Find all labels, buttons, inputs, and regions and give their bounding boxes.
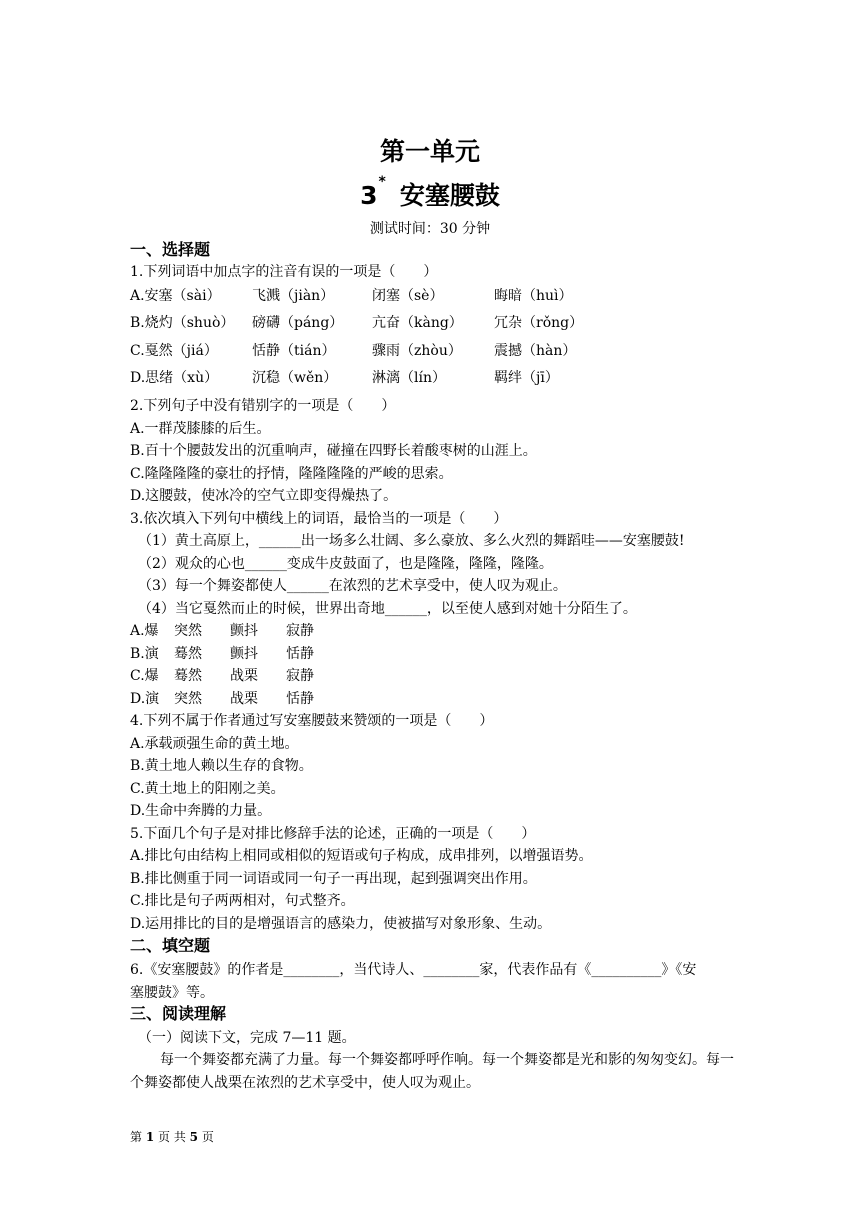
reading-paragraph: 每一个舞姿都充满了力量。每一个舞姿都呼呼作响。每一个舞姿都是光和影的匆匆变幻。每一个舞姿都使人战栗在浓烈的艺术享受中，使人叹为观止。 — [130, 1052, 734, 1091]
q1-b-3: 亢奋（kàng） — [372, 315, 463, 331]
q5-option-d: D.运用排比的目的是增强语言的感染力，使被描写对象形象、生动。 — [130, 916, 552, 932]
q4-option-c: C.黄土地上的阳刚之美。 — [130, 781, 285, 797]
q3-d-2: 突然 — [174, 691, 202, 707]
unit-title: 第一单元 — [379, 137, 480, 166]
q1-a-2: 飞溅（jiàn） — [252, 288, 335, 304]
q1-b-1: B.烧灼（shuò） — [130, 315, 235, 331]
footer-post: 页 — [198, 1130, 214, 1144]
q2-option-a: A.一群茂膝膝的后生。 — [130, 421, 271, 437]
q2-stem: 2.下列句子中没有错别字的一项是（ ） — [130, 398, 396, 414]
q3-b-1: B.演 — [130, 646, 159, 662]
section-reading: 三、阅读理解 — [130, 1004, 227, 1023]
lesson-number: 3 — [360, 181, 378, 210]
q3-stem: 3.依次填入下列句中横线上的词语，最恰当的一项是（ ） — [130, 511, 508, 527]
footer-page-number: 1 — [145, 1130, 155, 1144]
reading-intro: （一）阅读下文，完成 7—11 题。 — [138, 1030, 356, 1046]
q1-c-3: 骤雨（zhòu） — [372, 343, 462, 359]
q3-d-3: 战栗 — [230, 691, 258, 707]
footer-pre: 第 — [130, 1130, 146, 1144]
q3-a-4: 寂静 — [286, 623, 314, 639]
page-footer — [130, 1128, 214, 1145]
q5-stem: 5.下面几个句子是对排比修辞手法的论述，正确的一项是（ ） — [130, 826, 536, 842]
q3-a-3: 颤抖 — [230, 623, 258, 639]
test-time: 测试时间：30 分钟 — [369, 221, 491, 237]
q6-line-2: 塞腰鼓》等。 — [130, 985, 214, 1001]
q1-a-3: 闭塞（sè） — [372, 288, 444, 304]
q3-c-4: 寂静 — [286, 668, 314, 684]
q1-a-1: A.安塞（sài） — [130, 288, 221, 304]
lesson-title-line — [0, 176, 860, 212]
q3-sentence-2: （2）观众的心也______变成牛皮鼓面了，也是隆隆，隆隆，隆隆。 — [138, 556, 553, 572]
q1-stem: 1.下列词语中加点字的注音有误的一项是（ ） — [130, 264, 438, 280]
q1-d-1: D.思绪（xù） — [130, 370, 219, 386]
q4-option-b: B.黄土地人赖以生存的食物。 — [130, 758, 313, 774]
q1-b-4: 冗杂（rǒng） — [494, 315, 584, 331]
q6-line-1: 6.《安塞腰鼓》的作者是________，当代诗人、________家，代表作品有《__________》《安 — [130, 962, 697, 978]
q3-sentence-1: （1）黄土高原上，______出一场多么壮阔、多么豪放、多么火烈的舞蹈哇——安塞腰鼓! — [138, 533, 685, 549]
q3-b-4: 恬静 — [286, 646, 314, 662]
lesson-title: 安塞腰鼓 — [399, 181, 500, 210]
lesson-mark: * — [378, 174, 386, 190]
q5-option-a: A.排比句由结构上相同或相似的短语或句子构成，成串排列，以增强语势。 — [130, 848, 593, 864]
q1-c-1: C.戛然（jiá） — [130, 343, 218, 359]
footer-total-pages: 5 — [189, 1130, 198, 1144]
q3-sentence-3: （3）每一个舞姿都使人______在浓烈的艺术享受中，使人叹为观止。 — [138, 578, 567, 594]
q3-a-1: A.爆 — [130, 623, 159, 639]
q3-d-1: D.演 — [130, 691, 160, 707]
q3-c-3: 战栗 — [230, 668, 258, 684]
q2-option-c: C.隆隆隆隆的豪壮的抒情，隆隆隆隆的严峻的思索。 — [130, 466, 453, 482]
q3-b-3: 颤抖 — [230, 646, 258, 662]
q1-a-4: 晦暗（huì） — [494, 288, 573, 304]
q2-option-b: B.百十个腰鼓发出的沉重响声，碰撞在四野长着酸枣树的山涯上。 — [130, 443, 537, 459]
q2-option-d: D.这腰鼓，使冰冷的空气立即变得燥热了。 — [130, 488, 398, 504]
q1-c-4: 震撼（hàn） — [494, 343, 577, 359]
q3-c-2: 蓦然 — [174, 668, 202, 684]
q1-d-2: 沉稳（wěn） — [252, 370, 338, 386]
q1-c-2: 恬静（tián） — [252, 343, 336, 359]
q1-b-2: 磅礴（páng） — [252, 315, 344, 331]
q5-option-b: B.排比侧重于同一词语或同一句子一再出现，起到强调突出作用。 — [130, 871, 537, 887]
q5-option-c: C.排比是句子两两相对，句式整齐。 — [130, 893, 355, 909]
q4-option-d: D.生命中奔腾的力量。 — [130, 803, 272, 819]
q3-b-2: 蓦然 — [174, 646, 202, 662]
footer-mid: 页 共 — [154, 1130, 190, 1144]
q3-a-2: 突然 — [174, 623, 202, 639]
q3-d-4: 恬静 — [286, 691, 314, 707]
q3-sentence-4: （4）当它戛然而止的时候，世界出奇地______，以至使人感到对她十分陌生了。 — [138, 601, 637, 617]
q1-d-3: 淋漓（lín） — [372, 370, 446, 386]
q4-option-a: A.承载顽强生命的黄土地。 — [130, 736, 299, 752]
section-choice: 一、选择题 — [130, 240, 211, 259]
q4-stem: 4.下列不属于作者通过写安塞腰鼓来赞颂的一项是（ ） — [130, 713, 494, 729]
section-fill: 二、填空题 — [130, 936, 211, 955]
q3-c-1: C.爆 — [130, 668, 159, 684]
q1-d-4: 羁绊（jī） — [494, 370, 559, 386]
